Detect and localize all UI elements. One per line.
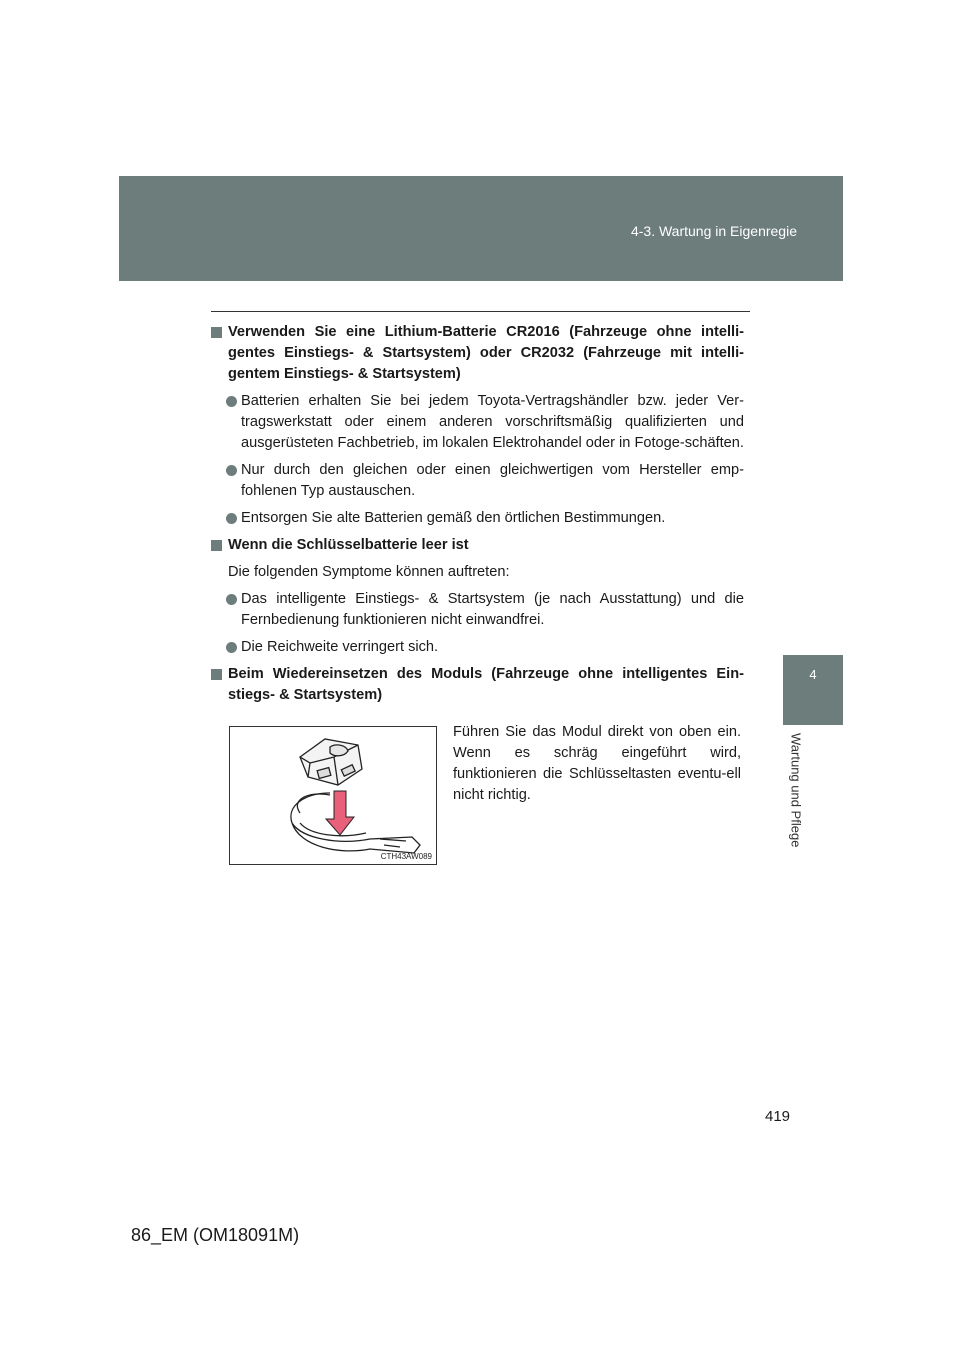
circle-bullet-icon: [226, 642, 237, 653]
bullet-item: Nur durch den gleichen oder einen gleichwertigen vom Hersteller emp-fohlenen Typ austauschen.: [211, 460, 744, 502]
bullet-item: Die Reichweite verringert sich.: [211, 637, 744, 658]
chapter-tab: [783, 655, 843, 725]
section-title: 4-3. Wartung in Eigenregie: [630, 223, 797, 239]
key-module-drawing: [230, 727, 436, 864]
figure-description: Führen Sie das Modul direkt von oben ein. Wenn es schräg eingeführt wird, funktionieren die Schlüsseltasten eventu-ell nicht richtig.: [453, 724, 741, 803]
circle-bullet-icon: [226, 594, 237, 605]
chapter-label: Wartung und Pflege: [788, 733, 804, 848]
section-heading: Verwenden Sie eine Lithium-Batterie CR2016 (Fahrzeuge ohne intelli-gentes Einstiegs- & Startsystem) oder CR2032 (Fahrzeuge mit intelli-gentem Einstiegs- & Startsystem): [211, 322, 744, 385]
section-heading: Beim Wiedereinsetzen des Moduls (Fahrzeuge ohne intelligentes Ein-stiegs- & Startsystem): [211, 664, 744, 706]
header-band: [119, 176, 843, 281]
document-code: 86_EM (OM18091M): [131, 1225, 300, 1245]
section-heading: Wenn die Schlüsselbatterie leer ist: [211, 535, 744, 556]
circle-bullet-icon: [226, 513, 237, 524]
circle-bullet-icon: [226, 396, 237, 407]
main-content: [211, 322, 744, 712]
figure-code: CTH43AW089: [380, 852, 432, 861]
square-bullet-icon: [211, 669, 222, 680]
top-rule: [211, 311, 750, 312]
section-intro: Die folgenden Symptome können auftreten:: [228, 564, 510, 580]
bullet-item: Batterien erhalten Sie bei jedem Toyota-Vertragshändler bzw. jeder Ver-tragswerkstatt oder einem anderen vorschriftsmäßig qualifizierten und ausgerüsteten Fachbetrieb, im lokalen Elektrohandel oder in Fotoge-schäften.: [211, 391, 744, 454]
bullet-item: Entsorgen Sie alte Batterien gemäß den örtlichen Bestimmungen.: [211, 508, 744, 529]
bullet-item: Das intelligente Einstiegs- & Startsystem (je nach Ausstattung) und die Fernbedienung funktionieren nicht einwandfrei.: [211, 589, 744, 631]
square-bullet-icon: [211, 327, 222, 338]
chapter-number: 4: [809, 667, 817, 682]
key-module-illustration: [229, 726, 437, 865]
square-bullet-icon: [211, 540, 222, 551]
circle-bullet-icon: [226, 465, 237, 476]
page-number: 419: [765, 1108, 791, 1125]
